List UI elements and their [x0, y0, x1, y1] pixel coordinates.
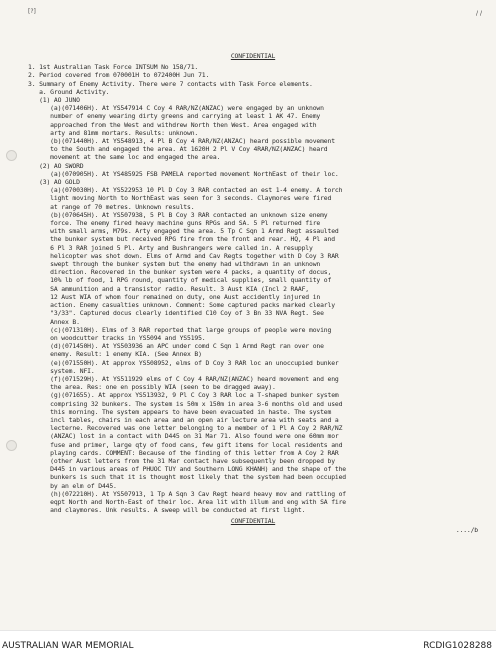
- document-line: "3/33". Captured docus clearly identified C10 Coy of 3 Bn 33 NVA Regt. See: [28, 309, 324, 318]
- document-line: SA ammunition and a transistor radio. Result. 3 Aust KIA (Incl 2 RAAF,: [28, 284, 310, 293]
- document-line: 6 Pl 3 RAR joined 5 Pl. Arty and Bushrangers were called in. A resupply: [28, 243, 313, 252]
- document-line: 1. 1st Australian Task Force INTSUM No 158/71.: [28, 63, 199, 72]
- top-right-mark: / /: [476, 10, 482, 17]
- document-line: (e)(071550H). At approx YS508952, elms of D Coy 3 RAR loc an unoccupied bunker: [28, 358, 339, 367]
- document-line: 3. Summary of Enemy Activity. There were 7 contacts with Task Force elements.: [28, 79, 313, 88]
- document-line: (3) AO GOLD: [28, 178, 80, 187]
- document-line: (b)(071440H). At YS548913, 4 Pl B Coy 4 RAR/NZ(ANZAC) heard possible movement: [28, 137, 335, 146]
- document-line: 10% lb of food, 1 RPG round, quantity of medical supplies, small quantity of: [28, 276, 332, 285]
- document-line: playing cards. COMMENT: Because of the finding of this letter from A Coy 2 RAR: [28, 448, 339, 457]
- archive-id: RCDIG1028288: [423, 641, 492, 651]
- document-line: force. The enemy fired heavy machine guns RPGs and SA. 5 Pl returned fire: [28, 219, 321, 228]
- classification-heading: CONFIDENTIAL: [230, 52, 276, 60]
- document-line: fuse and primer, large qty of food cans, few gift items for local residents and: [28, 440, 343, 449]
- document-line: at range of 70 metres. Unknown results.: [28, 202, 195, 211]
- document-line: the area. Res: one en possibly WIA (seen to be dragged away).: [28, 383, 276, 392]
- classification-footer: CONFIDENTIAL: [230, 517, 276, 526]
- document-line: helicopter was shot down. Elms of Armd and Cav Regts together with D Coy 3 RAR: [28, 251, 339, 260]
- document-line: this morning. The system appears to have been evacuated in haste. The system: [28, 407, 332, 416]
- document-line: approached from the West and withdrew North then West. Area engaged with: [28, 120, 317, 129]
- document-line: action. Enemy casualties unknown. Comment: Some captured packs marked clearly: [28, 301, 335, 310]
- document-line: on woodcutter tracks in YS5094 and YS5195.: [28, 333, 206, 342]
- document-line: 12 Aust WIA of whom four remained on duty, one Aust accidently injured in: [28, 292, 321, 301]
- document-line: system. NFI.: [28, 366, 95, 375]
- document-line: and claymores. Unk results. A sweep will be conducted at first light.: [28, 506, 306, 515]
- punch-hole-bottom: [6, 440, 17, 451]
- archive-name: AUSTRALIAN WAR MEMORIAL: [2, 641, 134, 651]
- document-line: incl tables, chairs in each area and an open air lecture area with seats and a: [28, 415, 339, 424]
- document-line: lecterne. Recovered was one letter belonging to a member of 1 Pl A Coy 2 RAR/NZ: [28, 424, 343, 433]
- document-line: (a)(070030H). At YS522953 10 Pl D Coy 3 RAR contacted an est 1-4 enemy. A torch: [28, 186, 343, 195]
- document-line: the bunker system but received RPG fire from the front and rear. HQ, 4 Pl and: [28, 235, 335, 244]
- document-lines: [28, 63, 478, 514]
- document-line: (other Aust letters from the 31 Mar contact have subsequently been dropped by: [28, 456, 335, 465]
- document-line: 2. Period covered from 070001H to 072400H Jun 71.: [28, 71, 210, 80]
- document-line: (h)(072210H). At YS507913, 1 Tp A Sqn 3 Cav Regt heard heavy mov and rattling of: [28, 489, 346, 498]
- document-line: comprising 32 bunkers. The system is 50m x 150m in area 3-6 months old and used: [28, 399, 343, 408]
- continuation-mark: ..../b: [455, 525, 478, 534]
- document-line: a. Ground Activity.: [28, 87, 110, 96]
- page-number: [?]: [28, 8, 36, 15]
- document-line: (a)(070905H). At YS485925 FSB PAMELA reported movement NorthEast of their loc.: [28, 169, 339, 178]
- document-line: (g)(071655). At approx YS513932, 9 Pl C Coy 3 RAR loc a T-shaped bunker system: [28, 391, 339, 400]
- document-line: (c)(071310H). Elms of 3 RAR reported that large groups of people were moving: [28, 325, 332, 334]
- document-line: movement at the same loc and engaged the area.: [28, 153, 221, 162]
- document-line: (b)(070645H). At YS507938, 5 Pl B Coy 3 RAR contacted an unknown size enemy: [28, 210, 328, 219]
- document-line: (2) AO SWORD: [28, 161, 84, 170]
- document-line: bunkers is such that it is thought most likely that the system had been occupied: [28, 473, 346, 482]
- document-line: (a)(071406H). At YS547914 C Coy 4 RAR/NZ(ANZAC) were engaged by an unknown: [28, 104, 324, 113]
- document-line: with small arms, M79s. Arty engaged the area. 5 Tp C Sqn 1 Armd Regt assaulted: [28, 227, 339, 236]
- document-line: eqpt North and North-East of their loc. Area lit with illum and eng with SA fire: [28, 497, 346, 506]
- document-line: arty and 81mm mortars. Results: unknown.: [28, 128, 199, 137]
- document-line: D445 in various areas of PHUOC TUY and Southern LONG KHANH) and the shape of the: [28, 465, 346, 474]
- document-line: (1) AO JUNO: [28, 96, 80, 105]
- document-line: light moving North to NorthEast was seen for 3 seconds. Claymores were fired: [28, 194, 332, 203]
- document-line: direction. Recovered in the bunker system were 4 packs, a quantity of docus,: [28, 268, 332, 277]
- document-body: [28, 52, 478, 534]
- document-line: swept through the bunker system but the enemy had withdrawn in an unknown: [28, 260, 321, 269]
- document-line: (d)(071450H). At YS503936 an APC under comd C Sqn 1 Armd Regt ran over one: [28, 342, 324, 351]
- punch-hole-top: [6, 150, 17, 161]
- document-line: (ANZAC) lost in a contact with D445 on 31 Mar 71. Also found were one 60mm mor: [28, 432, 339, 441]
- document-line: to the South and engaged the area. At 1620H 2 Pl V Coy 4RAR/NZ(ANZAC) heard: [28, 145, 328, 154]
- document-line: (f)(071529H). At YS511929 elms of C Coy 4 RAR/NZ(ANZAC) heard movement and eng: [28, 374, 339, 383]
- document-line: enemy. Result: 1 enemy KIA. (See Annex B): [28, 350, 202, 359]
- document-line: by an elm of D445.: [28, 481, 117, 490]
- document-line: Annex B.: [28, 317, 80, 326]
- archive-footer: [0, 630, 496, 655]
- document-line: number of enemy wearing dirty greens and carrying at least 1 AK 47. Enemy: [28, 112, 321, 121]
